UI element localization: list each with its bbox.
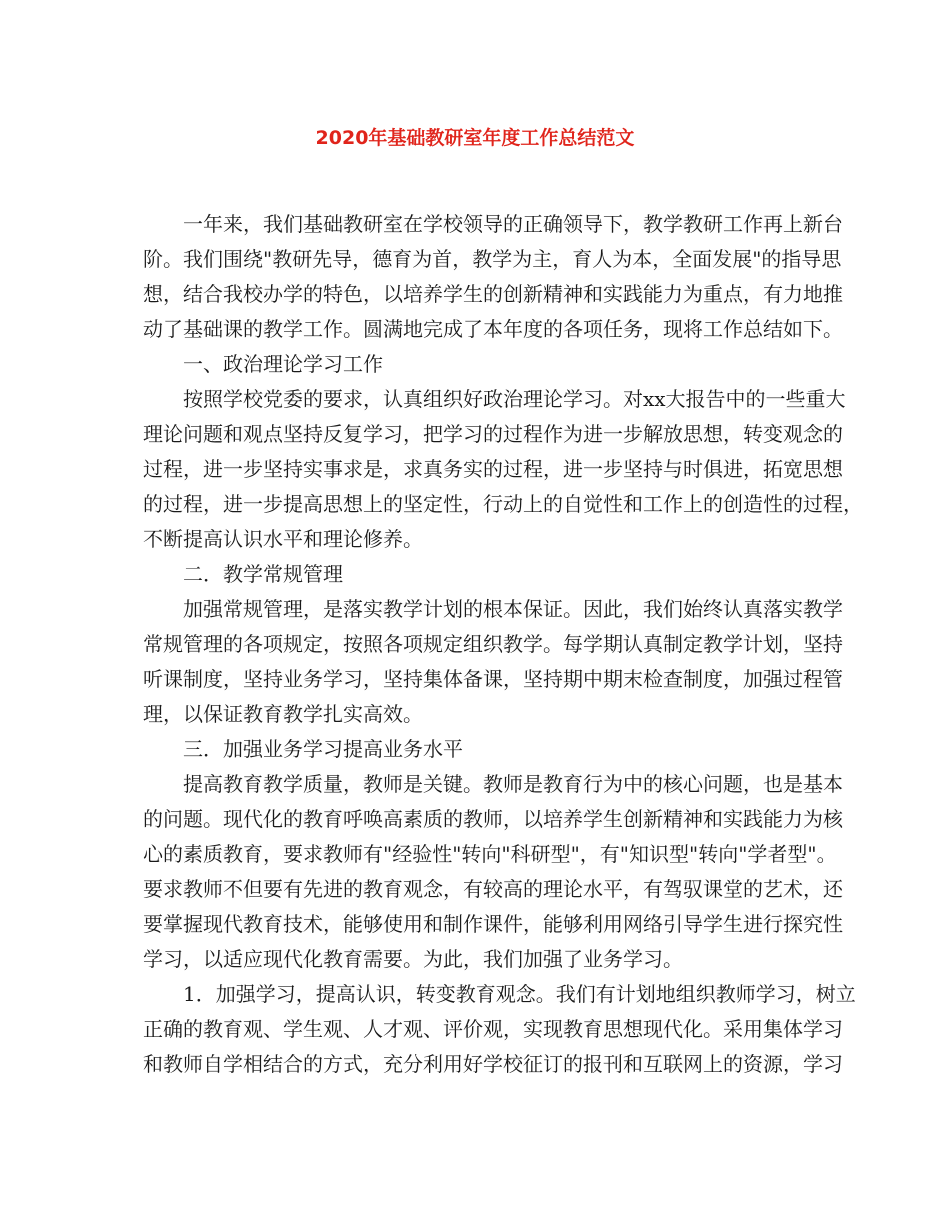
paragraph-management-line-2: 常规管理的各项规定，按照各项规定组织教学。每学期认真制定教学计划，坚持 [143, 632, 843, 656]
paragraph-study-line-6: 学习，以适应现代化教育需要。为此，我们加强了业务学习。 [143, 947, 683, 971]
paragraph-management-line-4: 理，以保证教育教学扎实高效。 [143, 702, 423, 726]
section-heading-3: 三．加强业务学习提高业务水平 [183, 737, 463, 761]
section-heading-1: 一、政治理论学习工作 [183, 352, 383, 376]
paragraph-study-line-5: 要掌握现代教育技术，能够使用和制作课件，能够利用网络引导学生进行探究性 [143, 912, 843, 936]
paragraph-study-line-1: 提高教育教学质量，教师是关键。教师是教育行为中的核心问题，也是基本 [183, 772, 843, 796]
paragraph-intro-line-2: 阶。我们围绕"教研先导，德育为首，教学为主，育人为本，全面发展"的指导思 [143, 247, 842, 271]
paragraph-politics-line-1: 按照学校党委的要求，认真组织好政治理论学习。对xx大报告中的一些重大 [183, 387, 846, 411]
paragraph-management-line-3: 听课制度，坚持业务学习，坚持集体备课，坚持期中期末检查制度，加强过程管 [143, 667, 843, 691]
paragraph-intro-line-4: 动了基础课的教学工作。圆满地完成了本年度的各项任务，现将工作总结如下。 [143, 317, 843, 341]
paragraph-politics-line-5: 不断提高认识水平和理论修养。 [143, 527, 423, 551]
paragraph-study-line-2: 的问题。现代化的教育呼唤高素质的教师，以培养学生创新精神和实践能力为核 [143, 807, 843, 831]
paragraph-study-line-4: 要求教师不但要有先进的教育观念，有较高的理论水平，有驾驭课堂的艺术，还 [143, 877, 843, 901]
paragraph-item1-line-1: 1．加强学习，提高认识，转变教育观念。我们有计划地组织教师学习，树立 [183, 982, 856, 1006]
paragraph-politics-line-2: 理论问题和观点坚持反复学习，把学习的过程作为进一步解放思想，转变观念的 [143, 422, 843, 446]
paragraph-politics-line-4: 的过程，进一步提高思想上的坚定性，行动上的自觉性和工作上的创造性的过程， [143, 492, 863, 516]
paragraph-intro-line-3: 想，结合我校办学的特色，以培养学生的创新精神和实践能力为重点，有力地推 [143, 282, 843, 306]
document-body [143, 207, 863, 1082]
paragraph-item1-line-2: 正确的教育观、学生观、人才观、评价观，实现教育思想现代化。采用集体学习 [143, 1017, 843, 1041]
paragraph-politics-line-3: 过程，进一步坚持实事求是，求真务实的过程，进一步坚持与时俱进，拓宽思想 [143, 457, 843, 481]
paragraph-intro-line-1: 一年来，我们基础教研室在学校领导的正确领导下，教学教研工作再上新台 [183, 212, 843, 236]
paragraph-study-line-3: 心的素质教育，要求教师有"经验性"转向"科研型"，有"知识型"转向"学者型"。 [143, 842, 837, 866]
paragraph-management-line-1: 加强常规管理，是落实教学计划的根本保证。因此，我们始终认真落实教学 [183, 597, 843, 621]
paragraph-item1-line-3: 和教师自学相结合的方式，充分利用好学校征订的报刊和互联网上的资源，学习 [143, 1052, 843, 1076]
section-heading-2: 二．教学常规管理 [183, 562, 343, 586]
document-title: 2020年基础教研室年度工作总结范文 [315, 127, 635, 149]
